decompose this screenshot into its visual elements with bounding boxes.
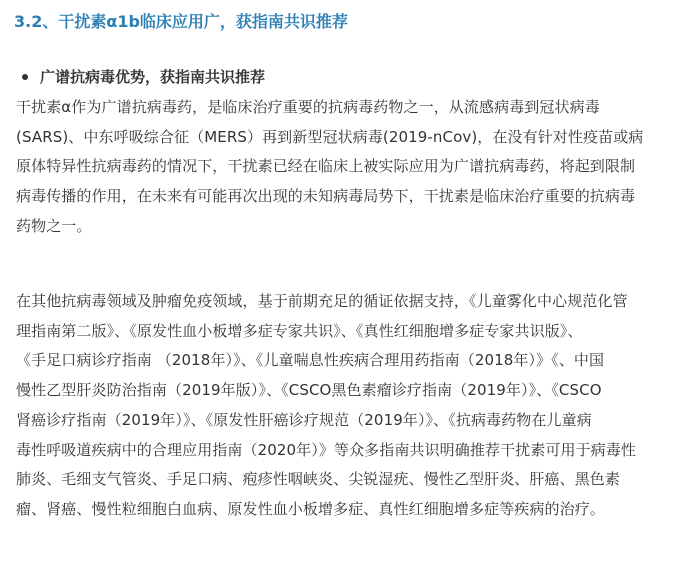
- paragraph-line: 干扰素α作为广谱抗病毒药，是临床治疗重要的抗病毒药物之一，从流感病毒到冠状病毒: [16, 98, 600, 116]
- paragraph-line: 理指南第二版》、《原发性血小板增多症专家共识》、《真性红细胞增多症专家共识版》、: [16, 321, 583, 340]
- bullet-heading: [22, 64, 265, 90]
- paragraph-line: 肾癌诊疗指南（2019年）》、《原发性肝癌诊疗规范（2019年）》、《抗病毒药物在儿童病: [16, 410, 592, 429]
- bullet-heading-text: 广谱抗病毒优势，获指南共识推荐: [40, 68, 266, 86]
- paragraph-line: 原体特异性抗病毒药的情况下，干扰素已经在临床上被实际应用为广谱抗病毒药，将起到限制: [16, 157, 636, 176]
- paragraph-line: 药物之一。: [16, 216, 92, 235]
- paragraph-guidelines: [16, 287, 658, 525]
- bullet-dot-icon: [22, 74, 28, 80]
- paragraph-line: 《手足口病诊疗指南 （2018年）》、《儿童喘息性疾病合理用药指南（2018年）》《、中国: [16, 351, 605, 370]
- paragraph-antiviral: [16, 93, 658, 242]
- paragraph-line: 在其他抗病毒领域及肿瘤免疫领域，基于前期充足的循证依据支持，《儿童雾化中心规范化管: [16, 292, 628, 310]
- paragraph-line: 慢性乙型肝炎防治指南（2019年版）》、《CSCO黑色素瘤诊疗指南（2019年）》、《CSCO: [16, 381, 602, 400]
- paragraph-line: (SARS)、中东呼吸综合征（MERS）再到新型冠状病毒(2019-nCov)，在没有针对性疫苗或病: [16, 127, 644, 146]
- paragraph-line: 肺炎、毛细支气管炎、手足口病、疱疹性咽峡炎、尖锐湿疣、慢性乙型肝炎、肝癌、黑色素: [16, 470, 621, 489]
- section-heading: 3.2、干扰素α1b临床应用广，获指南共识推荐: [14, 12, 348, 31]
- paragraph-line: 病毒传播的作用，在未来有可能再次出现的未知病毒局势下，干扰素是临床治疗重要的抗病毒: [16, 187, 636, 206]
- paragraph-line: 毒性呼吸道疾病中的合理应用指南（2020年）》等众多指南共识明确推荐干扰素可用于病毒性: [16, 440, 636, 459]
- paragraph-line: 瘤、肾癌、慢性粒细胞白血病、原发性血小板增多症、真性红细胞增多症等疾病的治疗。: [16, 499, 605, 518]
